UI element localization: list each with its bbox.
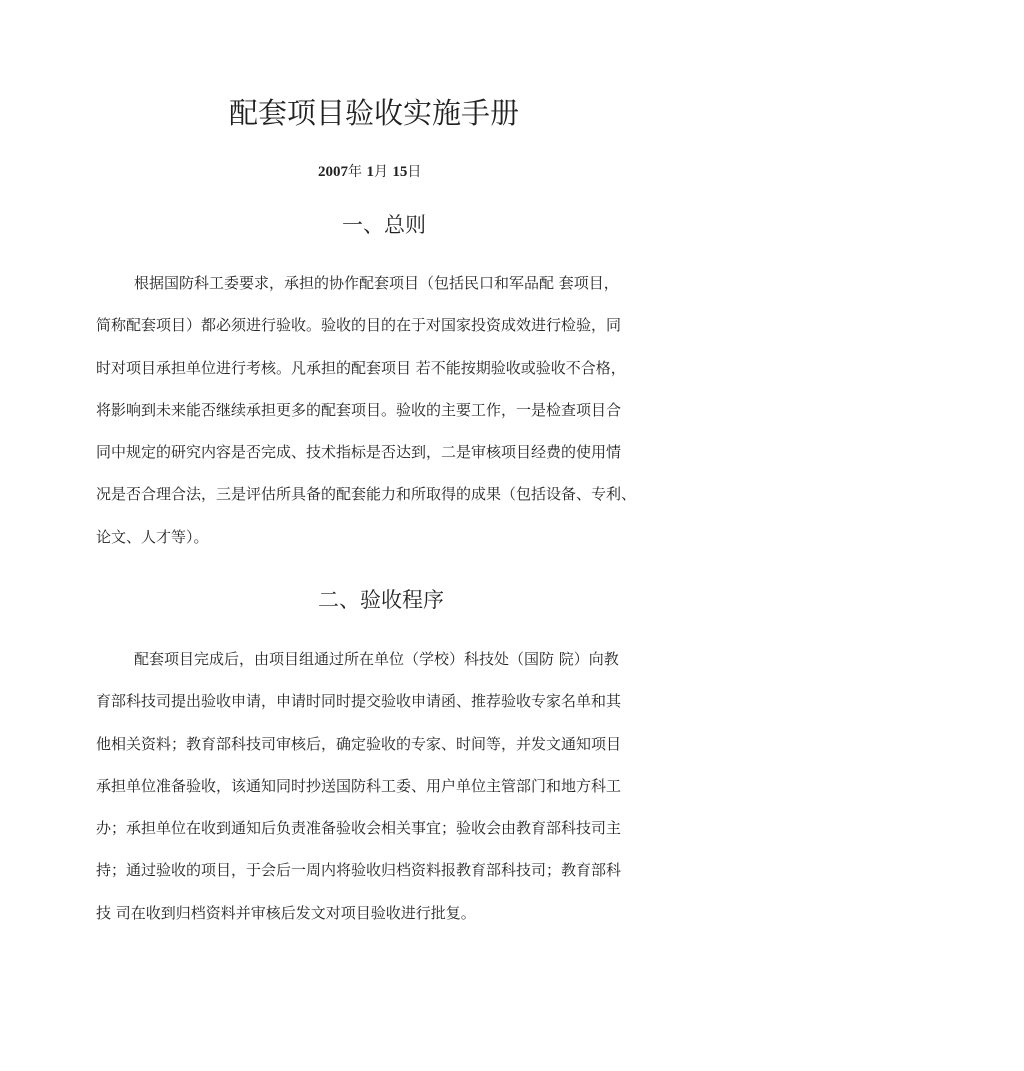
paragraph-line: 论文、人才等）。	[96, 527, 209, 546]
date-month: 1	[366, 164, 374, 180]
date-year: 2007	[318, 164, 348, 180]
paragraph-line: 办；承担单位在收到通知后负责准备验收会相关事宜；验收会由教育部科技司主	[96, 819, 622, 838]
section-paragraph-general	[96, 273, 668, 569]
paragraph-line: 他相关资料；教育部科技司审核后，确定验收的专家、时间等，并发文通知项目	[96, 734, 622, 753]
paragraph-line: 持；通过验收的项目，于会后一周内将验收归档资料报教育部科技司；教育部科	[96, 861, 622, 880]
paragraph-line: 育部科技司提出验收申请，申请时同时提交验收申请函、推荐验收专家名单和其	[96, 692, 622, 711]
paragraph-line: 同中规定的研究内容是否完成、技术指标是否达到，二是审核项目经费的使用情	[96, 443, 622, 462]
paragraph-line: 技 司在收到归档资料并审核后发文对项目验收进行批复。	[96, 903, 476, 922]
date-day-unit: 日	[407, 164, 422, 180]
document-date	[318, 162, 421, 182]
paragraph-line: 简称配套项目）都必须进行验收。验收的目的在于对国家投资成效进行检验，同	[96, 316, 622, 335]
document-title: 配套项目验收实施手册	[229, 96, 520, 130]
section-heading-acceptance-procedure: 二、验收程序	[318, 588, 444, 612]
date-day: 15	[392, 164, 408, 180]
section-paragraph-acceptance-procedure	[96, 649, 668, 945]
paragraph-line: 配套项目完成后，由项目组通过所在单位（学校）科技处（国防 院）向教	[134, 650, 619, 668]
date-year-unit: 年	[348, 164, 362, 180]
section-heading-general: 一、总则	[342, 213, 426, 237]
paragraph-line: 时对项目承担单位进行考核。凡承担的配套项目 若不能按期验收或验收不合格，	[96, 358, 626, 377]
paragraph-line: 承担单位准备验收，该通知同时抄送国防科工委、用户单位主管部门和地方科工	[96, 776, 622, 795]
paragraph-line: 将影响到未来能否继续承担更多的配套项目。验收的主要工作，一是检查项目合	[96, 400, 622, 419]
paragraph-line: 根据国防科工委要求，承担的协作配套项目（包括民口和军品配 套项目，	[134, 274, 619, 292]
date-month-unit: 月	[373, 164, 388, 180]
paragraph-line: 况是否合理合法，三是评估所具备的配套能力和所取得的成果（包括设备、专利、	[96, 485, 637, 504]
